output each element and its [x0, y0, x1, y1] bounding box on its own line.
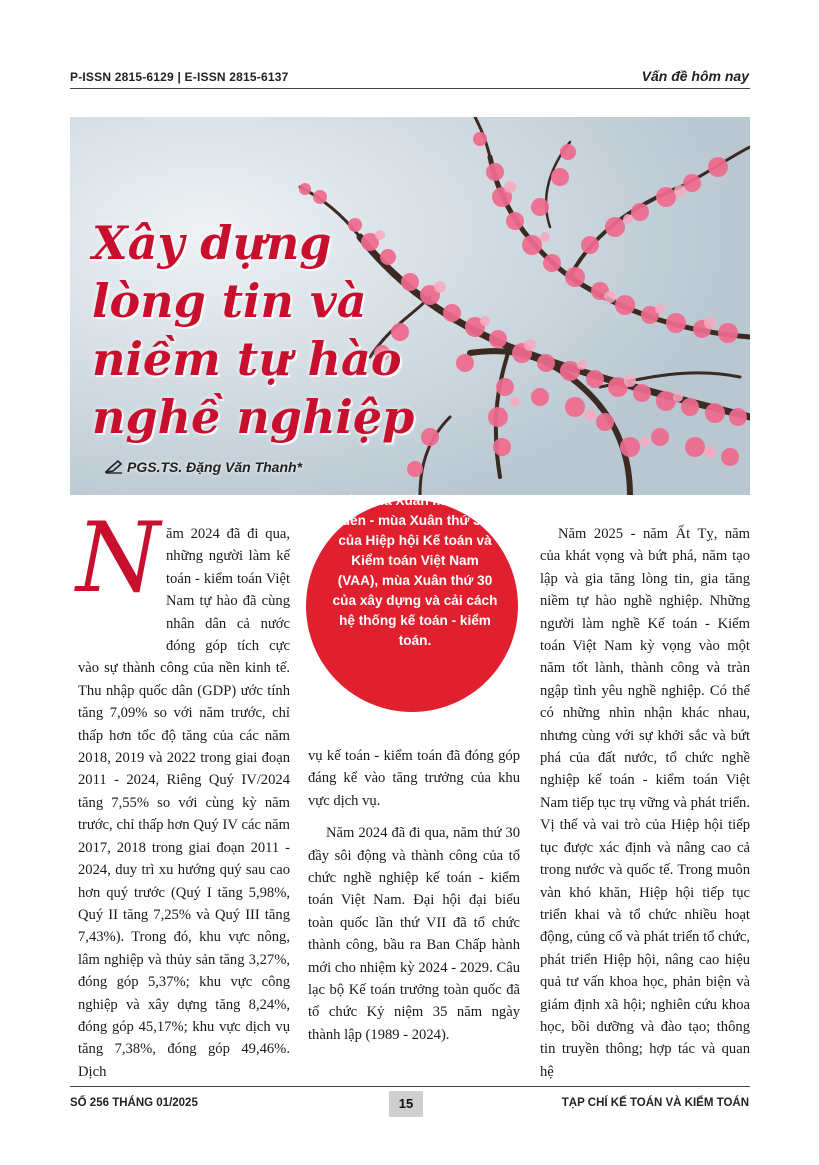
body-column-2	[308, 745, 520, 1046]
article-title: Xây dựng lòng tin và niềm tự hào nghề nghiệp	[92, 216, 415, 444]
issue-label: SỐ 256 THÁNG 01/2025	[70, 1097, 198, 1109]
body-paragraph: ăm 2024 đã đi qua, những người làm kế toán - kiểm toán Việt Nam tự hào đã cùng nhân dân cả nước đóng góp tích cực vào sự thành công của nền kinh tế. Thu nhập quốc dân (GDP) ước tính tăng 7,09% so với năm trước, chỉ thấp hơn tốc độ tăng của các năm 2018, 2019 và 2022 trong giai đoạn 2011 - 2024, Riêng Quý IV/2024 tăng 7,55% so với cùng kỳ năm trước, chỉ thấp hơn Quý IV các năm 2017, 2018 trong giai đoạn 2011 - 2024, duy trì xu hướng quý sau cao hơn quý trước (Quý I tăng 5,98%, Quý II tăng 7,25% và Quý III tăng 7,43%). Trong đó, khu vực nông, lâm nghiệp và thủy sản tăng 3,27%, đóng góp 5,37%; khu vực công nghiệp và xây dựng tăng 8,24%, đóng góp 45,17%; khu vực dịch vụ tăng 7,38%, đóng góp 49,46%. Dịch	[78, 526, 290, 1080]
page-number: 15	[389, 1091, 423, 1117]
issn-header: P-ISSN 2815-6129 | E-ISSN 2815-6137	[70, 70, 289, 84]
body-paragraph: Năm 2025 - năm Ất Tỵ, năm của khát vọng và bứt phá, năm tạo lập và gia tăng lòng tin, gia tăng niềm tự hào nghề nghiệp. Những người làm nghề Kế toán - Kiểm toán Việt Nam kỳ vọng vào một năm tốt lành, thành công và tràn ngập tình yêu nghề nghiệp. Có thể có những nhìn nhận khác nhau, nhưng cùng với sự khởi sắc và bứt phá của đất nước, tổ chức nghề nghiệp kế toán - kiểm toán Việt Nam tiếp tục trụ vững và phát triển. Vị thế và vai trò của Hiệp hội tiếp tục được xác định và nâng cao cả trong nước và quốc tế. Trong muôn vàn khó khăn, Hiệp hội tiếp tục triển khai và tổ chức nhiều hoạt động, củng cố và phát triển tổ chức, phát triển Hiệp hội, nâng cao hiệu quả tư vấn khoa học, phản biện và giám định xã hội; nghiên cứu khoa học, bồi dưỡng và đào tạo; thông tin truyền thông; hợp tác và quan hệ	[540, 526, 750, 1080]
header-divider	[70, 88, 750, 89]
body-column-3	[540, 523, 750, 1083]
author-name: PGS.TS. Đặng Văn Thanh*	[127, 459, 303, 475]
pullquote-text: Một mùa Xuân mới đang đến - mùa Xuân thứ 31 của Hiệp hội Kế toán và Kiểm toán Việt Nam (VAA), mùa Xuân thứ 30 của xây dựng và cải cách hệ thống kế toán - kiểm toán.	[332, 493, 498, 648]
body-paragraph: vụ kế toán - kiểm toán đã đóng góp đáng kể vào tăng trưởng của khu vực dịch vụ.	[308, 748, 520, 809]
dropcap: N	[76, 502, 160, 614]
body-column-1	[76, 502, 290, 1083]
footer-divider	[70, 1086, 750, 1087]
author-byline	[105, 459, 302, 475]
section-header: Vấn đề hôm nay	[641, 68, 749, 84]
body-paragraph: Năm 2024 đã đi qua, năm thứ 30 đầy sôi động và thành công của tổ chức nghề nghiệp kế toán - kiểm toán Việt Nam. Đại hội đại biểu toàn quốc lần thứ VII đã tổ chức thành công, bầu ra Ban Chấp hành mới cho nhiệm kỳ 2024 - 2029. Câu lạc bộ Kế toán trưởng toàn quốc đã tổ chức Kỷ niệm 35 năm ngày thành lập (1989 - 2024).	[308, 825, 520, 1043]
pen-icon	[105, 460, 123, 474]
journal-name: TẠP CHÍ KẾ TOÁN VÀ KIỂM TOÁN	[561, 1097, 749, 1109]
